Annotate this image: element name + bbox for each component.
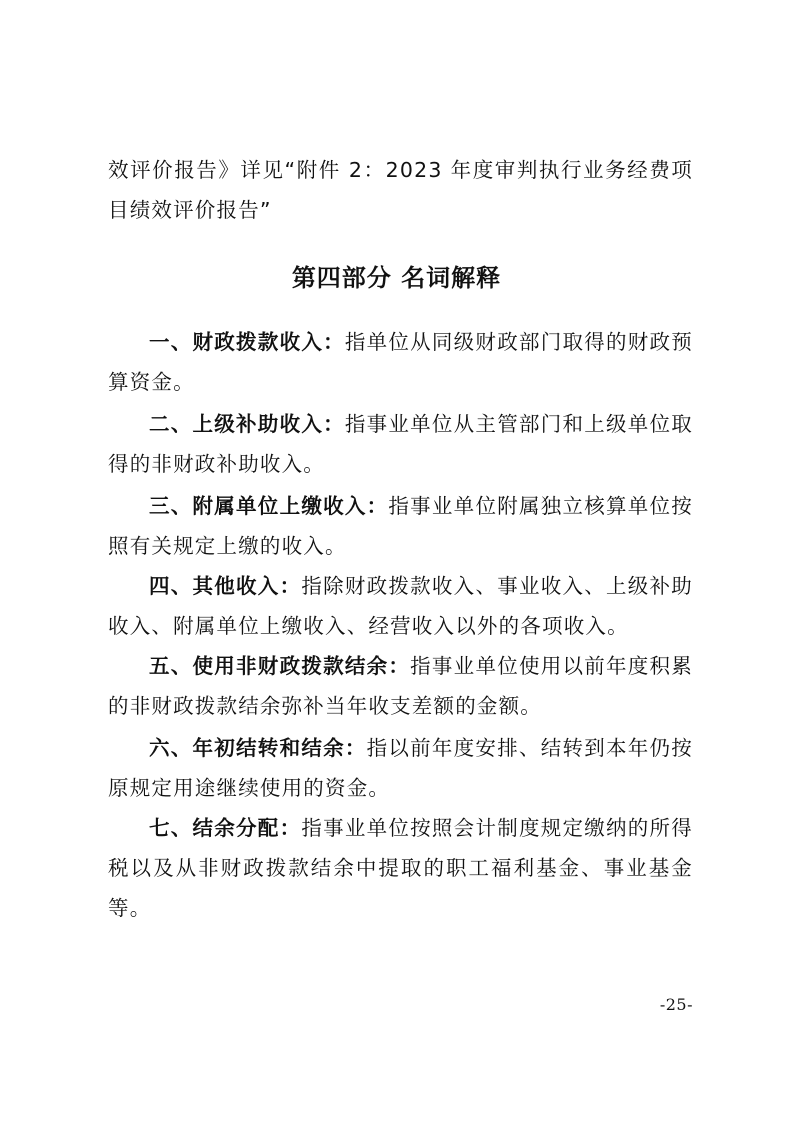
definition-text: 指事业单位使用以前年度积累的非财政拨款结余弥补当年收支差额的金额。	[108, 654, 693, 718]
definition-1	[108, 322, 693, 402]
definition-4	[108, 566, 693, 646]
definition-text: 指事业单位按照会计制度规定缴纳的所得税以及从非财政拨款结余中提取的职工福利基金、事业基金等。	[108, 816, 693, 920]
definition-text: 指事业单位附属独立核算单位按照有关规定上缴的收入。	[108, 494, 693, 558]
definition-6	[108, 728, 693, 808]
definition-term: 五、使用非财政拨款结余：	[149, 654, 411, 678]
definition-text: 指除财政拨款收入、事业收入、上级补助收入、附属单位上缴收入、经营收入以外的各项收入。	[108, 574, 693, 638]
continuation-paragraph: 效评价报告》详见“附件 2：2023 年度审判执行业务经费项目绩效评价报告”	[108, 158, 693, 222]
definition-term: 四、其他收入：	[149, 574, 302, 598]
definition-3	[108, 486, 693, 566]
definition-text: 指单位从同级财政部门取得的财政预算资金。	[108, 330, 693, 394]
definition-term: 一、财政拨款收入：	[149, 330, 345, 354]
definition-term: 二、上级补助收入：	[149, 412, 345, 436]
definition-text: 指事业单位从主管部门和上级单位取得的非财政补助收入。	[108, 412, 693, 476]
definition-5	[108, 646, 693, 726]
definition-term: 六、年初结转和结余：	[149, 736, 367, 760]
definition-2	[108, 404, 693, 484]
section-title: 第四部分 名词解释	[291, 264, 502, 292]
definition-term: 三、附属单位上缴收入：	[149, 494, 389, 518]
definition-term: 七、结余分配：	[149, 816, 302, 840]
definition-text: 指以前年度安排、结转到本年仍按原规定用途继续使用的资金。	[108, 736, 693, 800]
definition-7	[108, 808, 693, 928]
page-number: -25-	[659, 995, 693, 1014]
